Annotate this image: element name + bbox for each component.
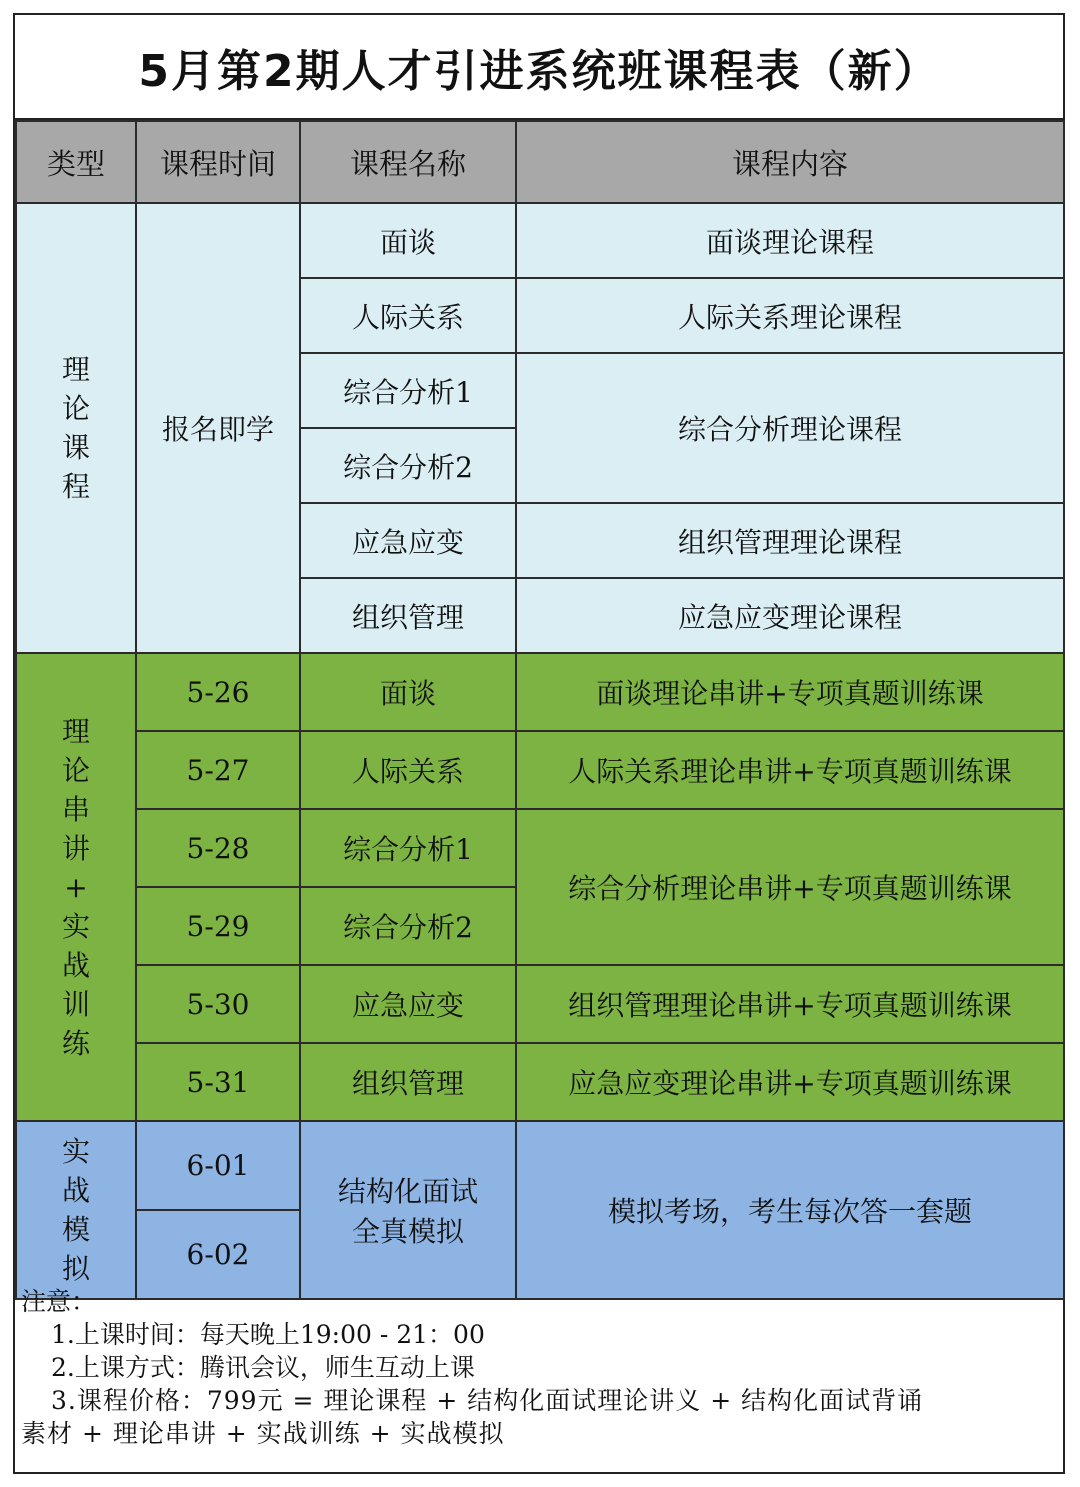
- note-class-method: 2.上课方式：腾讯会议，师生互动上课: [51, 1353, 475, 1382]
- table-row: [16, 965, 1064, 1043]
- course-content: 人际关系理论课程: [516, 278, 1064, 353]
- type-label-char: 程: [61, 470, 90, 503]
- course-date: 5-29: [136, 887, 300, 965]
- course-date: 5-27: [136, 731, 300, 809]
- notes-section: [21, 1285, 1057, 1450]
- type-cell-training: [16, 653, 136, 1121]
- course-content: 组织管理理论课程: [516, 503, 1064, 578]
- type-label-char: 理: [61, 714, 90, 748]
- course-content: 应急应变理论串讲+专项真题训练课: [516, 1043, 1064, 1121]
- type-label-char: 拟: [61, 1252, 90, 1285]
- type-label-char: 练: [61, 1026, 90, 1060]
- course-name: 组织管理: [300, 578, 516, 653]
- header-content: 课程内容: [516, 121, 1064, 203]
- type-label-char: 战: [61, 1174, 90, 1207]
- type-label-training: [17, 712, 135, 1063]
- course-name: 综合分析1: [300, 809, 516, 887]
- course-date: 5-31: [136, 1043, 300, 1121]
- header-time: 课程时间: [136, 121, 300, 203]
- table-row: [16, 1043, 1064, 1121]
- type-label-char: 战: [61, 948, 90, 982]
- course-name: 应急应变: [300, 503, 516, 578]
- course-date: 6-02: [136, 1210, 300, 1299]
- time-cell-theory: 报名即学: [136, 203, 300, 653]
- notes-heading: 注意：: [21, 1287, 97, 1316]
- course-content: 综合分析理论课程: [516, 353, 1064, 503]
- course-name: 综合分析2: [300, 887, 516, 965]
- course-name-line1: 结构化面试: [337, 1175, 478, 1208]
- table-row: [16, 1121, 1064, 1210]
- table-row: [16, 653, 1064, 731]
- type-label-char: 论: [61, 753, 90, 787]
- course-content: 面谈理论串讲+专项真题训练课: [516, 653, 1064, 731]
- type-label-char: 课: [61, 431, 90, 464]
- note-class-time: 1.上课时间：每天晚上19:00 - 21：00: [51, 1320, 485, 1349]
- type-label-char: 实: [61, 1135, 90, 1168]
- course-date: 5-26: [136, 653, 300, 731]
- course-content: 综合分析理论串讲+专项真题训练课: [516, 809, 1064, 965]
- header-row: [16, 121, 1064, 203]
- type-label-theory: [17, 350, 135, 506]
- course-name: 组织管理: [300, 1043, 516, 1121]
- course-name: 面谈: [300, 653, 516, 731]
- course-name: 人际关系: [300, 278, 516, 353]
- type-label-char: 训: [61, 987, 90, 1021]
- note-price: 3.课程价格：799元 = 理论课程 + 结构化面试理论讲义 + 结构化面试背诵: [51, 1386, 924, 1415]
- course-name: [300, 1121, 516, 1299]
- type-label-char: 讲: [61, 831, 90, 865]
- type-cell-mock: [16, 1121, 136, 1299]
- page-title: 5月第2期人才引进系统班课程表（新）: [15, 15, 1063, 120]
- note-price-continued: 素材 + 理论串讲 + 实战训练 + 实战模拟: [21, 1419, 505, 1448]
- course-date: 5-28: [136, 809, 300, 887]
- type-label-char: +: [64, 870, 88, 904]
- course-name: 应急应变: [300, 965, 516, 1043]
- course-name: 综合分析1: [300, 353, 516, 428]
- course-name-line2: 全真模拟: [351, 1215, 464, 1248]
- table-row: [16, 203, 1064, 278]
- header-type: 类型: [16, 121, 136, 203]
- type-label-char: 实: [61, 909, 90, 943]
- type-label-char: 论: [61, 392, 90, 425]
- type-label-char: 理: [61, 353, 90, 386]
- course-schedule-table: [15, 120, 1065, 1300]
- type-label-mock: [17, 1132, 135, 1288]
- table-row: [16, 809, 1064, 887]
- header-name: 课程名称: [300, 121, 516, 203]
- type-label-char: 模: [61, 1213, 90, 1246]
- course-content: 模拟考场，考生每次答一套题: [516, 1121, 1064, 1299]
- course-date: 5-30: [136, 965, 300, 1043]
- type-label-char: 串: [61, 792, 90, 826]
- schedule-frame: [13, 13, 1065, 1474]
- table-row: [16, 731, 1064, 809]
- course-content: 组织管理理论串讲+专项真题训练课: [516, 965, 1064, 1043]
- course-name: 人际关系: [300, 731, 516, 809]
- type-cell-theory: [16, 203, 136, 653]
- course-content: 应急应变理论课程: [516, 578, 1064, 653]
- course-name: 综合分析2: [300, 428, 516, 503]
- course-content: 人际关系理论串讲+专项真题训练课: [516, 731, 1064, 809]
- course-name: 面谈: [300, 203, 516, 278]
- course-date: 6-01: [136, 1121, 300, 1210]
- course-content: 面谈理论课程: [516, 203, 1064, 278]
